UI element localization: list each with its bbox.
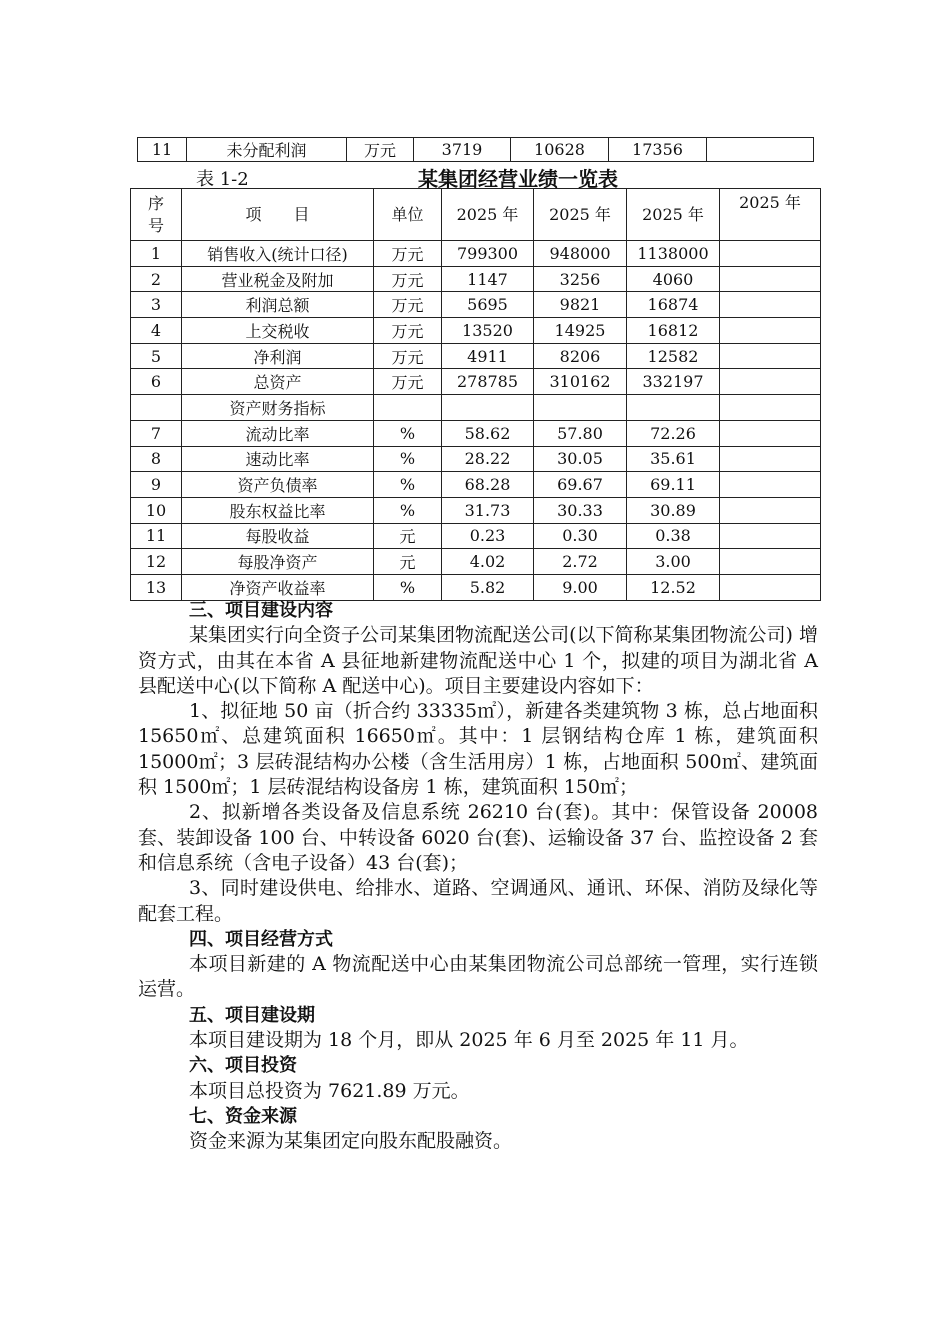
section-heading: 五、项目建设期 — [189, 1004, 315, 1026]
table-cell: 3256 — [534, 266, 627, 292]
paragraph: 2、拟新增各类设备及信息系统 26210 台(套)。其中：保管设备 20008 套、装卸设备 100 台、中转设备 6020 台(套)、运输设备 37 台、监控设备 2 套和信息系统（含电子设备）43 台(套)； — [138, 801, 818, 874]
table-cell: 3719 — [414, 138, 511, 162]
table-cell: 1 — [131, 241, 182, 267]
table-row — [131, 292, 821, 318]
table-cell — [627, 395, 720, 421]
paragraph: 本项目建设期为 18 个月，即从 2025 年 6 月至 2025 年 11 月。 — [189, 1029, 749, 1052]
table-cell: 净利润 — [182, 343, 374, 369]
table-cell: 69.11 — [627, 472, 720, 498]
table-cell: 12 — [131, 549, 182, 575]
table-cell: 6 — [131, 369, 182, 395]
table-title: 某集团经营业绩一览表 — [418, 167, 618, 191]
table-cell: 2.72 — [534, 549, 627, 575]
table-cell: 72.26 — [627, 420, 720, 446]
table-cell: 30.05 — [534, 446, 627, 472]
table-cell: 13520 — [442, 318, 534, 344]
table-cell: 28.22 — [442, 446, 534, 472]
table-cell — [720, 446, 821, 472]
table-cell: 58.62 — [442, 420, 534, 446]
table-cell — [374, 395, 442, 421]
table-cell: 万元 — [374, 266, 442, 292]
table-cell: 0.30 — [534, 523, 627, 549]
table-cell: 31.73 — [442, 497, 534, 523]
table-cell — [720, 292, 821, 318]
table-row — [131, 446, 821, 472]
table-cell: 万元 — [347, 138, 414, 162]
table-cell: % — [374, 446, 442, 472]
table-cell — [720, 318, 821, 344]
table-cell: % — [374, 472, 442, 498]
table-cell: 1138000 — [627, 241, 720, 267]
table-cell: 4060 — [627, 266, 720, 292]
table-cell — [720, 241, 821, 267]
table-cell: 销售收入(统计口径) — [182, 241, 374, 267]
table-cell: 57.80 — [534, 420, 627, 446]
table-cell: 4.02 — [442, 549, 534, 575]
table-cell: 69.67 — [534, 472, 627, 498]
table-cell: 1147 — [442, 266, 534, 292]
table-cell: 5 — [131, 343, 182, 369]
table-cell: 上交税收 — [182, 318, 374, 344]
table-cell: 14925 — [534, 318, 627, 344]
table-cell: 3.00 — [627, 549, 720, 575]
table-cell: 万元 — [374, 292, 442, 318]
section-heading: 四、项目经营方式 — [189, 928, 333, 950]
table-cell — [720, 574, 821, 600]
table-cell: 营业税金及附加 — [182, 266, 374, 292]
paragraph: 本项目新建的 A 物流配送中心由某集团物流公司总部统一管理，实行连锁运营。 — [138, 953, 818, 1001]
column-header: 序号 — [131, 189, 182, 241]
table-cell: 12582 — [627, 343, 720, 369]
section-heading: 六、项目投资 — [189, 1055, 297, 1077]
table-cell: 11 — [138, 138, 187, 162]
table-cell: 0.23 — [442, 523, 534, 549]
table-row — [131, 523, 821, 549]
table-cell: 7 — [131, 420, 182, 446]
table-cell: 5695 — [442, 292, 534, 318]
table-cell: 8 — [131, 446, 182, 472]
table-cell — [720, 343, 821, 369]
table-cell: 35.61 — [627, 446, 720, 472]
table-cell: 16812 — [627, 318, 720, 344]
paragraph: 本项目总投资为 7621.89 万元。 — [189, 1079, 470, 1102]
table-row — [131, 574, 821, 600]
section-heading: 七、资金来源 — [189, 1105, 297, 1127]
table-cell: 9821 — [534, 292, 627, 318]
table-cell: 68.28 — [442, 472, 534, 498]
table-label: 表 1-2 — [196, 169, 249, 190]
table-cell: % — [374, 497, 442, 523]
table-cell: 11 — [131, 523, 182, 549]
table-cell: 8206 — [534, 343, 627, 369]
table-cell: 3 — [131, 292, 182, 318]
paragraph: 3、同时建设供电、给排水、道路、空调通风、通讯、环保、消防及绿化等配套工程。 — [138, 877, 818, 925]
table-row — [131, 343, 821, 369]
table-cell: 332197 — [627, 369, 720, 395]
table-cell — [720, 369, 821, 395]
table-row — [131, 241, 821, 267]
column-header: 2025 年 — [720, 189, 821, 241]
table-cell: 16874 — [627, 292, 720, 318]
paragraph: 某集团实行向全资子公司某集团物流配送公司(以下简称某集团物流公司) 增资方式，由其在本省 A 县征地新建物流配送中心 1 个，拟建的项目为湖北省 A 县配送中心(以下简称 A 配送中心)。项目主要建设内容如下： — [138, 624, 818, 697]
table-row — [131, 420, 821, 446]
table-cell: 799300 — [442, 241, 534, 267]
table-row — [131, 318, 821, 344]
table-cell — [720, 549, 821, 575]
table-cell: 速动比率 — [182, 446, 374, 472]
table-cell: 利润总额 — [182, 292, 374, 318]
table-cell: 净资产收益率 — [182, 574, 374, 600]
table-cell: 0.38 — [627, 523, 720, 549]
table-row — [131, 266, 821, 292]
table-cell — [720, 420, 821, 446]
table-cell — [720, 497, 821, 523]
table-cell: % — [374, 574, 442, 600]
continued-table-row — [137, 137, 814, 162]
section-heading: 三、项目建设内容 — [189, 600, 333, 621]
table-cell: 万元 — [374, 241, 442, 267]
table-cell — [442, 395, 534, 421]
table-cell — [131, 395, 182, 421]
column-header: 单位 — [374, 189, 442, 241]
table-header-row — [131, 189, 821, 241]
table-cell: 30.89 — [627, 497, 720, 523]
table-cell: 万元 — [374, 343, 442, 369]
table-cell — [720, 395, 821, 421]
table-cell: 元 — [374, 549, 442, 575]
table-cell — [534, 395, 627, 421]
column-header: 2025 年 — [442, 189, 534, 241]
table-cell — [707, 138, 814, 162]
table-row — [131, 472, 821, 498]
table-cell: 未分配利润 — [187, 138, 347, 162]
table-cell: 9 — [131, 472, 182, 498]
table-row — [131, 369, 821, 395]
table-cell: 310162 — [534, 369, 627, 395]
table-cell: 元 — [374, 523, 442, 549]
table-cell: 948000 — [534, 241, 627, 267]
column-header: 2025 年 — [627, 189, 720, 241]
column-header: 项 目 — [182, 189, 374, 241]
table-cell: 12.52 — [627, 574, 720, 600]
table-cell: 总资产 — [182, 369, 374, 395]
table-cell: 17356 — [609, 138, 707, 162]
table-cell: 5.82 — [442, 574, 534, 600]
performance-table — [130, 188, 821, 601]
table-cell: 万元 — [374, 318, 442, 344]
table-cell — [720, 472, 821, 498]
table-cell: 278785 — [442, 369, 534, 395]
table-cell: 4911 — [442, 343, 534, 369]
table-cell: % — [374, 420, 442, 446]
table-cell: 万元 — [374, 369, 442, 395]
table-cell: 10628 — [511, 138, 609, 162]
table-cell: 4 — [131, 318, 182, 344]
table-cell: 2 — [131, 266, 182, 292]
table-cell: 30.33 — [534, 497, 627, 523]
column-header: 2025 年 — [534, 189, 627, 241]
table-cell: 资产负债率 — [182, 472, 374, 498]
table-cell: 资产财务指标 — [182, 395, 374, 421]
table-cell: 股东权益比率 — [182, 497, 374, 523]
table-cell — [720, 266, 821, 292]
paragraph: 1、拟征地 50 亩（折合约 33335㎡），新建各类建筑物 3 栋，总占地面积 15650㎡、总建筑面积 16650㎡。其中：1 层钢结构仓库 1 栋，建筑面积 15000㎡；3 层砖混结构办公楼（含生活用房）1 栋，占地面积 500㎡、建筑面积 1500㎡；1 层砖混结构设备房 1 栋，建筑面积 150㎡； — [138, 700, 818, 799]
table-cell: 流动比率 — [182, 420, 374, 446]
table-row — [131, 497, 821, 523]
table-row — [138, 138, 814, 162]
table-cell: 每股净资产 — [182, 549, 374, 575]
project-description — [138, 598, 818, 1155]
table-row — [131, 549, 821, 575]
table-cell: 13 — [131, 574, 182, 600]
table-row — [131, 395, 821, 421]
table-cell: 9.00 — [534, 574, 627, 600]
paragraph: 资金来源为某集团定向股东配股融资。 — [189, 1130, 513, 1153]
table-cell — [720, 523, 821, 549]
table-cell: 每股收益 — [182, 523, 374, 549]
table-cell: 10 — [131, 497, 182, 523]
